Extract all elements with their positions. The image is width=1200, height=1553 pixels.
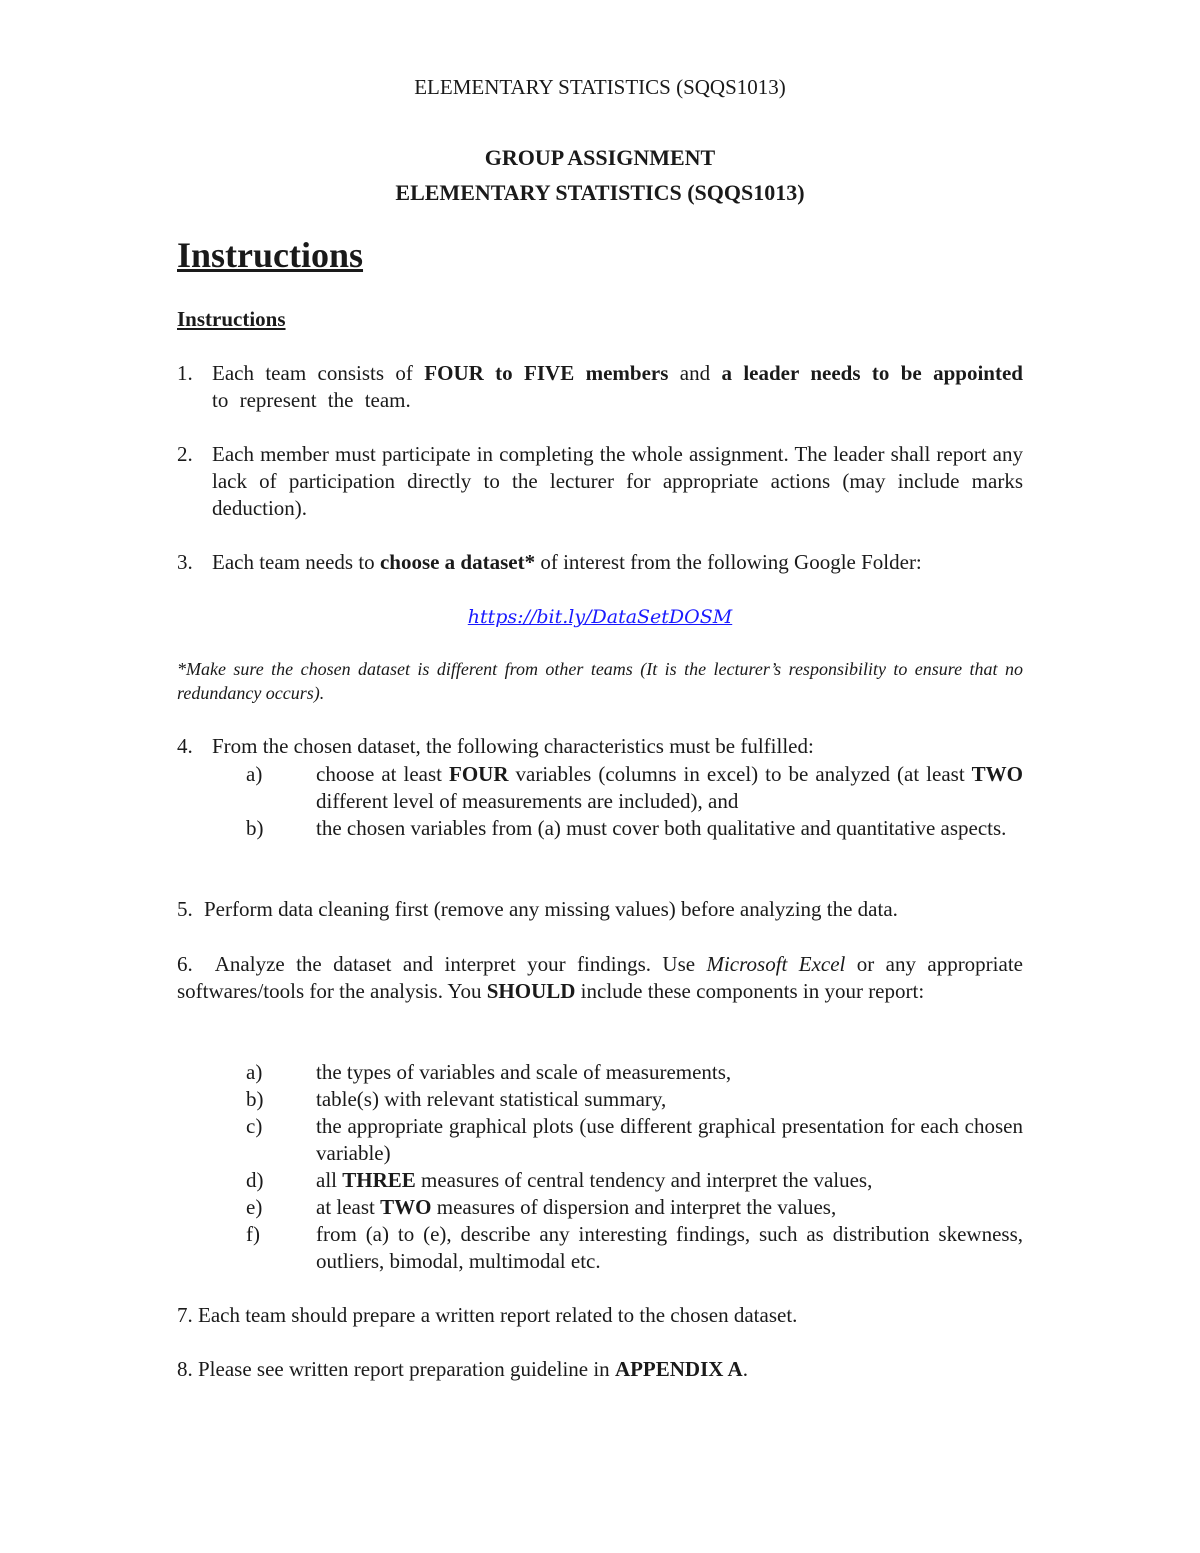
item-text: Each member must participate in completing the whole assignment. The leader shall report any lack of participation directly to the lecturer for appropriate actions (may include marks deduction).	[212, 442, 1023, 520]
item-number: 3.	[177, 550, 193, 574]
item-text: Each team needs to choose a dataset* of interest from the following Google Folder:	[212, 550, 922, 574]
item-text: From the chosen dataset, the following characteristics must be fulfilled:	[212, 734, 814, 758]
list-item-3	[177, 549, 1023, 576]
item-number: 4.	[177, 734, 193, 758]
sub-item-4b	[246, 815, 1023, 842]
sub-item-text: the chosen variables from (a) must cover both qualitative and quantitative aspects.	[316, 816, 1007, 840]
sub-item-letter: a)	[246, 762, 263, 786]
list-item-5	[177, 896, 1023, 923]
page-heading: Instructions	[177, 235, 364, 275]
item-number: 1.	[177, 361, 193, 385]
sub-item-text: the appropriate graphical plots (use different graphical presentation for each chosen variable)	[316, 1114, 1023, 1165]
list-item-4	[177, 733, 1023, 760]
title-line-1: GROUP ASSIGNMENT	[484, 145, 716, 170]
title-line-2: ELEMENTARY STATISTICS (SQQS1013)	[395, 180, 805, 205]
sub-item-letter: b)	[246, 816, 264, 840]
running-header: ELEMENTARY STATISTICS (SQQS1013)	[414, 75, 786, 99]
item-number: 5.	[177, 897, 193, 921]
sub-item-4a	[246, 761, 1023, 815]
list-item-8: 8. Please see written report preparation guideline in APPENDIX A.	[177, 1357, 748, 1381]
sub-item-text: table(s) with relevant statistical summary,	[316, 1087, 667, 1111]
sub-item-letter: e)	[246, 1195, 263, 1219]
item-number: 2.	[177, 442, 193, 466]
sub-item-text: from (a) to (e), describe any interesting findings, such as distribution skewness, outliers, bimodal, multimodal etc.	[316, 1222, 1023, 1273]
sub-item-6c	[246, 1113, 1023, 1167]
sub-item-text: all THREE measures of central tendency and interpret the values,	[316, 1168, 873, 1192]
list-item-1	[177, 360, 1023, 414]
sub-item-letter: d)	[246, 1168, 264, 1192]
sub-item-text: choose at least FOUR variables (columns in excel) to be analyzed (at least TWO different level of measurements are included), and	[316, 762, 1024, 813]
sub-item-6e	[246, 1194, 1023, 1221]
item-text: Perform data cleaning first (remove any missing values) before analyzing the data.	[204, 897, 898, 921]
sub-item-6b	[246, 1086, 1023, 1113]
item-number: 6.	[177, 952, 193, 976]
list-item-2	[177, 441, 1023, 522]
list-item-6: 6. Analyze the dataset and interpret your findings. Use Microsoft Excel or any appropriate softwares/tools for the analysis. You SHOULD include these components in your report:	[177, 952, 1023, 1003]
sub-item-letter: c)	[246, 1114, 263, 1138]
sub-item-6d	[246, 1167, 1023, 1194]
sub-item-text: the types of variables and scale of measurements,	[316, 1060, 732, 1084]
list-item-7: 7. Each team should prepare a written report related to the chosen dataset.	[177, 1303, 798, 1327]
sub-item-letter: b)	[246, 1087, 264, 1111]
sub-item-letter: a)	[246, 1060, 263, 1084]
section-subheading: Instructions	[177, 307, 286, 331]
sub-item-letter: f)	[246, 1222, 260, 1246]
sub-item-6f	[246, 1221, 1023, 1275]
sub-item-text: at least TWO measures of dispersion and interpret the values,	[316, 1195, 837, 1219]
dataset-note: *Make sure the chosen dataset is different from other teams (It is the lecturer’s responsibility to ensure that no redundancy occurs).	[177, 659, 1023, 703]
dataset-link[interactable]: https://bit.ly/DataSetDOSM	[467, 606, 733, 628]
sub-item-6a	[246, 1059, 1023, 1086]
item-text: Each team consists of FOUR to FIVE members and a leader needs to be appointed to represent the team.	[212, 361, 1023, 412]
